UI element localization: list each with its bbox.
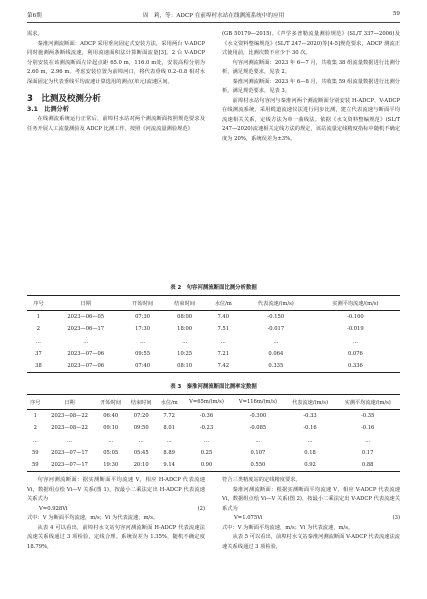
table-cell: 07:40 xyxy=(122,360,164,373)
table-column-header: 日期 xyxy=(50,296,122,311)
table-cell: 0.336 xyxy=(311,360,400,373)
table-cell: 19:30 xyxy=(95,459,125,472)
table-column-header: 代表流速/(m/s) xyxy=(285,395,336,410)
table-header-row xyxy=(27,296,400,311)
table-row xyxy=(27,447,400,459)
equation-2 xyxy=(27,505,205,515)
table-cell: ... xyxy=(67,437,72,444)
equation-body: V=0.928Vi xyxy=(39,505,68,512)
table-row xyxy=(27,348,400,360)
table-cell: 07:30 xyxy=(135,314,151,321)
table-cell: ... xyxy=(352,338,358,345)
table-cell: ... xyxy=(365,437,371,444)
table-cell: 0.550 xyxy=(231,459,285,472)
left-column-top xyxy=(27,30,205,134)
table-cell: 1 xyxy=(33,413,37,420)
table-cell: 59 xyxy=(27,459,44,472)
table-cell: -0.35 xyxy=(361,413,375,420)
table-cell: 38 xyxy=(27,360,50,373)
paragraph: 句容河测流断面：据实测断面平均流速 V，相应 H-ADCP 代表流速 Vi，数据组点绘 Vi—V 关系(图 1)，按最小二乘法定出 H-ADCP 代表流速关系式为 xyxy=(27,477,205,502)
table-row xyxy=(27,435,400,447)
table-column-header: 实测平均流速/(m/s) xyxy=(311,296,400,311)
paragraph: 句容河测流断面：2023 年 6—7 月，共收集 38 组流量数据进行比测分析，满足规范要求，见表 2。 xyxy=(222,59,400,75)
table-cell: 18:00 xyxy=(177,326,193,333)
table-cell: -0.23 xyxy=(199,425,214,432)
table-cell: 8.01 xyxy=(163,425,175,432)
equation-number: (2) xyxy=(197,505,205,512)
table-cell: -0.16 xyxy=(303,425,317,432)
table-cell: 05:05 xyxy=(103,450,119,457)
table-cell: -0.160 xyxy=(347,314,364,321)
paragraph: 需求。 xyxy=(27,31,43,37)
table-row xyxy=(27,422,400,434)
table-cell: 10:25 xyxy=(177,351,193,358)
table-cell: ... xyxy=(140,338,146,345)
table-cell: 0.88 xyxy=(335,459,400,472)
table-cell: ... xyxy=(83,338,89,345)
paragraph: (GB 50179—2015)、《声学多普勒流量测验规范》(SL/T 337—2006)及《水文资料整编规范》(SL/T 247—2020)等[4-5]规范要求，ADCP 测流正式使用前，比测次数不应少于 30 次。 xyxy=(222,31,400,56)
table-cell: 0.076 xyxy=(347,351,363,358)
table-cell: 8.89 xyxy=(163,450,175,457)
section-heading: 3 比测及校测分析 xyxy=(27,94,101,104)
table-cell: 1 xyxy=(36,314,41,321)
table-cell: 2 xyxy=(33,425,37,432)
table-cell: -0.33 xyxy=(303,413,317,420)
table-cell: 7.42 xyxy=(206,360,241,373)
table-cell: ... xyxy=(307,437,313,444)
table-cell: ... xyxy=(32,437,38,444)
article-running-title: 周 莉，等：ADCP 在前埠村水站在线测流系统中的应用 xyxy=(142,13,285,19)
equation-note: 式中：V 为断面平均流速，m/s；Vi 为代表流速，m/s。 xyxy=(222,524,354,531)
table-cell: ... xyxy=(255,437,261,444)
paragraph: 前埠村水站句容河与秦淮河两个测流断面分别安装 H-ADCP、V-ADCP 在线测流系统，采用缆道流速仪法进行同步比测，建立代表流速与断面平均流速相关关系，定线方法为单一曲线法。依据《水文资料整编规范》(SL/T 247—2020)流速相关定线方法的规定，该站流量定线精度指标中随机不确定度为 20%，系统误差为±3%。 xyxy=(222,97,400,142)
table-row xyxy=(27,410,400,423)
table-row xyxy=(27,459,400,472)
table-row xyxy=(27,323,400,335)
table-3-caption: 表 3 秦淮河测流断面比测率定数据 xyxy=(170,384,257,390)
table-cell: 7.21 xyxy=(217,351,230,358)
table-2 xyxy=(27,295,400,373)
table-cell: ... xyxy=(35,338,41,345)
table-cell: 2023—06—05 xyxy=(67,314,105,321)
table-cell: 17:30 xyxy=(135,326,151,333)
table-cell: 2 xyxy=(36,326,41,333)
table-2-caption: 表 2 句容河测流断面比测分析数据 xyxy=(170,285,257,291)
table-cell: 09:50 xyxy=(133,425,149,432)
table-cell: 09:10 xyxy=(103,425,119,432)
table-3 xyxy=(27,394,400,472)
issue-number: 第6期 xyxy=(27,13,42,19)
table-cell: 2023—06—17 xyxy=(67,326,105,333)
table-cell: 7.51 xyxy=(217,326,230,333)
left-column-bottom xyxy=(27,476,205,552)
table-cell: 2023—07—17 xyxy=(44,459,96,472)
table-row xyxy=(27,336,400,348)
table-column-header: 开始时间 xyxy=(95,395,125,410)
table-header-row xyxy=(27,395,400,410)
equation-note: 式中：V 为断面平均流速，m/s；Vi 为代表流速，m/s。 xyxy=(27,515,159,521)
table-cell: -0.017 xyxy=(267,326,285,333)
table-cell: ... xyxy=(204,437,209,444)
table-cell: 2023—08—22 xyxy=(51,413,88,420)
table-column-header: 开始时间 xyxy=(122,296,164,311)
table-cell: 0.335 xyxy=(241,360,311,373)
table-column-header: 水位/m xyxy=(206,296,241,311)
table-cell: 05:45 xyxy=(133,450,149,457)
table-cell: 9.14 xyxy=(156,459,181,472)
table-cell: 20:10 xyxy=(126,459,156,472)
table-cell: 0.25 xyxy=(200,450,213,457)
paragraph: 从表 4 可以看出，前埠村水文站句容河测流断面 H-ADCP 代表流速法流速关系线通过 3 项检验，定线合理。系统误差为 1.35%，随机不确定度 18.79%， xyxy=(27,524,205,550)
table-cell: 2023—07—06 xyxy=(50,360,122,373)
table-cell: 0.92 xyxy=(285,459,336,472)
table-cell: 08:10 xyxy=(164,360,206,373)
right-column-top xyxy=(222,30,400,144)
table-cell: ... xyxy=(182,338,188,345)
table-cell: 07:20 xyxy=(133,413,149,420)
equation-number: (3) xyxy=(392,515,400,521)
table-cell: ... xyxy=(273,338,279,345)
table-cell: 06:40 xyxy=(103,413,119,420)
table-cell: 0.90 xyxy=(182,459,231,472)
table-row xyxy=(27,311,400,324)
paragraph: 从表 5 可以看出，前埠村水文站秦淮河测流断面 V-ADCP 代表流速法流速关系线通过 3 项检验， xyxy=(222,534,400,550)
table-cell: 0.107 xyxy=(250,450,266,457)
paragraph: 秦淮河测流断面：ADCP 采用垂向固定式安装方法，采用两台 V-ADCP 同时施测两条断线流速，利用流速面积法计算断面流量[3]。2 台 V-ADCP 分别安装在该测流断面左岸起点距 65.0 m，116.0 m处，安装高程分别为 2.60 m，2.96 m。考虑安装位置为前埠河口，将代表垂线 0.2–0.8 相对水深面固定为代表垂线平均流速计算选用的测点(单元)流速区间。 xyxy=(27,40,205,85)
running-header xyxy=(27,8,400,23)
table-cell: 2023—07—06 xyxy=(67,351,105,358)
table-cell: 2023—08—22 xyxy=(51,425,88,432)
page-number: 59 xyxy=(392,11,400,17)
equation-3 xyxy=(222,514,400,524)
table-cell: 08:00 xyxy=(177,314,193,321)
table-cell: -0.36 xyxy=(199,413,214,420)
table-cell: 7.72 xyxy=(163,413,175,420)
table-cell: -0.16 xyxy=(361,425,375,432)
table-column-header: 实测平均流速/(m/s) xyxy=(335,395,400,410)
table-column-header: V=116m/(m/s) xyxy=(231,395,285,410)
table-cell: -0.085 xyxy=(249,425,267,432)
table-cell: 37 xyxy=(35,351,42,358)
table-cell: 09:55 xyxy=(135,351,151,358)
paragraph: 秦淮河测流断面：根据实测断面平均流速 V，相应 V-ADCP 代表流速 Vi，数据组点绘 Vi—V 关系(图 2)，按最小二乘法定出 V-ADCP 代表流速关系式为 xyxy=(222,486,400,512)
table-cell: -0.300 xyxy=(249,413,267,420)
table-cell: 7.40 xyxy=(217,314,230,321)
table-cell: ... xyxy=(220,338,226,345)
right-column-bottom xyxy=(222,476,400,552)
subsection-heading: 3.1 比测分析 xyxy=(27,106,69,113)
table-cell: 59 xyxy=(31,450,39,457)
table-column-header: 序号 xyxy=(27,296,50,311)
table-column-header: 日期 xyxy=(44,395,96,410)
paragraph: 符合三类精度站的定线精度要求。 xyxy=(222,477,301,483)
table-cell: ... xyxy=(166,437,172,444)
table-column-header: 结束时间 xyxy=(164,296,206,311)
table-cell: 0.18 xyxy=(304,450,316,457)
table-row xyxy=(27,360,400,373)
table-column-header: V=65m/(m/s) xyxy=(182,395,231,410)
table-column-header: 代表流速/(m/s) xyxy=(241,296,311,311)
table-column-header: 水位/m xyxy=(156,395,181,410)
table-cell: 0.064 xyxy=(268,351,284,358)
table-cell: 2023—07—17 xyxy=(51,450,88,457)
paragraph: 在线测流系统运行正常后，前埠村水站对两个测流断面按照规范要求及任务开展人工流量测验及 ADCP 比测工作。按照《河流流量测验规范》 xyxy=(27,116,205,132)
table-cell: -0.150 xyxy=(267,314,285,321)
table-cell: ... xyxy=(138,437,144,444)
equation-body: V=1.075Vi xyxy=(234,515,263,521)
table-cell: 0.17 xyxy=(361,450,374,457)
paragraph: 秦淮河测流断面：2023 年 6—8 月，共收集 59 组流量数据进行比测分析，满足规范要求，见表 3。 xyxy=(222,78,400,94)
table-cell: -0.019 xyxy=(347,326,364,333)
table-cell: ... xyxy=(108,437,114,444)
table-column-header: 序号 xyxy=(27,395,44,410)
table-column-header: 结束时间 xyxy=(126,395,156,410)
